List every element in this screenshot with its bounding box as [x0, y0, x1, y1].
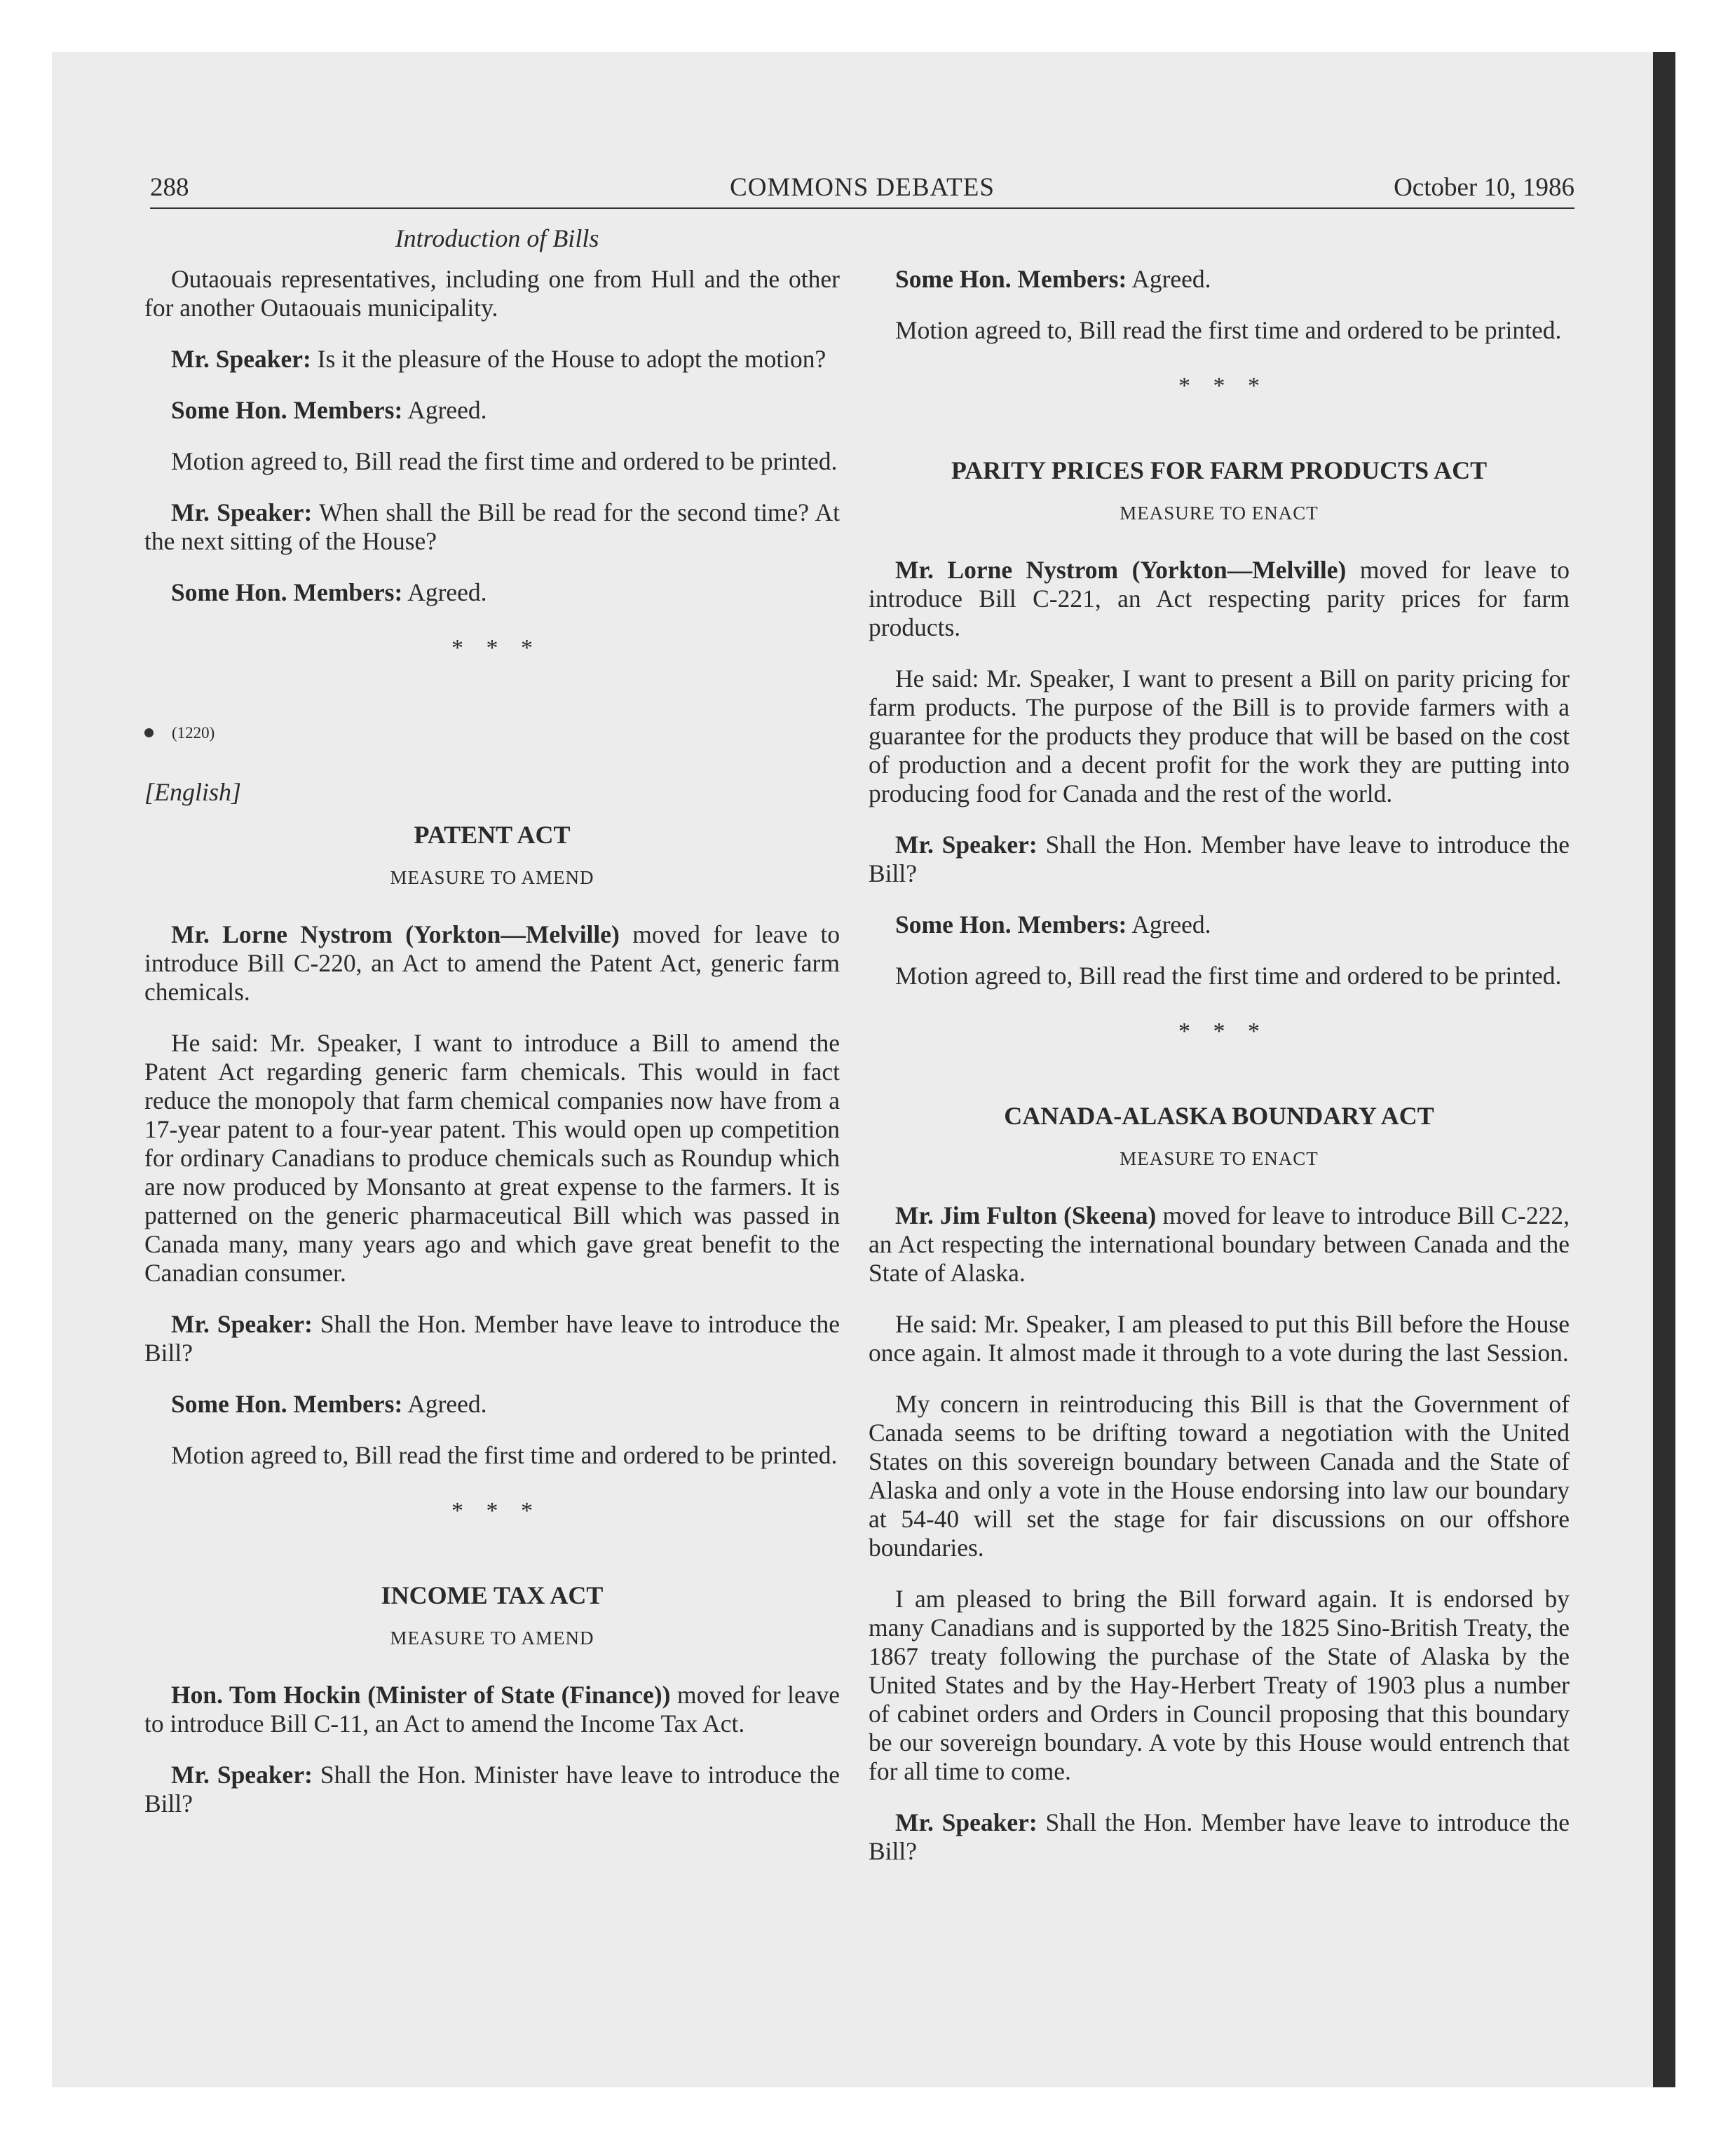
- speaker-name: Mr. Speaker:: [895, 831, 1037, 859]
- speaker-name: Some Hon. Members:: [171, 1390, 403, 1418]
- speech-text: Shall the Hon. Member have leave to introduce the Bill?: [144, 1310, 841, 1367]
- section-separator: * * *: [1178, 373, 1260, 399]
- speaker-name: Mr. Speaker:: [171, 1310, 313, 1338]
- paragraph: [144, 1761, 840, 1818]
- section-title: CANADA-ALASKA BOUNDARY ACT: [1004, 1102, 1434, 1130]
- paragraph: [869, 1201, 1570, 1288]
- paragraph: Motion agreed to, Bill read the first time and ordered to be printed.: [171, 447, 838, 475]
- page-header: [150, 168, 1574, 209]
- section-subtitle: MEASURE TO AMEND: [390, 867, 594, 888]
- paragraph: He said: Mr. Speaker, I want to present a Bill on parity pricing for farm products. The purpose of the Bill is to provide farmers with a guarantee for the products they produce that will be based on the cost of production and a decent profit for the work they are putting into producing food for Canada and the rest of the world.: [869, 664, 1570, 807]
- speaker-name: Mr. Speaker:: [171, 498, 313, 526]
- section-title: INCOME TAX ACT: [381, 1581, 604, 1609]
- page-number: 288: [150, 173, 189, 202]
- paragraph: [144, 578, 840, 607]
- speaker-name: Some Hon. Members:: [895, 910, 1127, 939]
- speech-text: moved for leave to introduce Bill C-222, an Act respecting the international boundary between Canada and the State of Alaska.: [869, 1201, 1570, 1287]
- section-separator: * * *: [451, 1498, 533, 1524]
- speaker-name: Mr. Speaker:: [171, 345, 311, 373]
- paragraph: [144, 396, 840, 425]
- speaker-name: Some Hon. Members:: [171, 578, 403, 606]
- section-separator: * * *: [451, 635, 533, 661]
- speech-text: moved for leave to introduce Bill C-11, an Act to amend the Income Tax Act.: [144, 1681, 840, 1738]
- right-column: [869, 265, 1570, 1888]
- section-separator: * * *: [1178, 1018, 1260, 1044]
- time-marker: [144, 718, 840, 747]
- speech-text: Is it the pleasure of the House to adopt the motion?: [311, 345, 826, 373]
- language-tag: [English]: [144, 778, 242, 806]
- paragraph: He said: Mr. Speaker, I am pleased to put this Bill before the House once again. It almost made it through to a vote during the last Session.: [869, 1310, 1570, 1367]
- speaker-name: Mr. Jim Fulton (Skeena): [895, 1201, 1157, 1229]
- paragraph: He said: Mr. Speaker, I want to introduce a Bill to amend the Patent Act regarding generic farm chemicals. This would in fact reduce the monopoly that farm chemical companies now have from a 17-year patent to a four-year patent. This would open up competition for ordinary Canadians to produce chemicals such as Roundup which are now produced by Monsanto at great expense to the farmers. It is patterned on the generic pharmaceutical Bill which was passed in Canada many, many years ago and which gave great benefit to the Canadian consumer.: [144, 1029, 840, 1287]
- paragraph: Motion agreed to, Bill read the first time and ordered to be printed.: [895, 962, 1562, 990]
- paragraph: [869, 556, 1570, 642]
- paragraph: [144, 498, 840, 556]
- paragraph: [869, 910, 1570, 939]
- section-subtitle: MEASURE TO ENACT: [1120, 1148, 1319, 1169]
- speech-text: Shall the Hon. Minister have leave to introduce the Bill?: [144, 1761, 840, 1817]
- section-title: PATENT ACT: [414, 821, 571, 849]
- speech-text: Agreed.: [402, 396, 487, 424]
- speaker-name: Mr. Speaker:: [895, 1808, 1037, 1836]
- scan-edge: [1653, 52, 1675, 2087]
- paragraph: Outaouais representatives, including one from Hull and the other for another Outaouais municipality.: [144, 265, 840, 322]
- paragraph: [869, 1808, 1570, 1866]
- paragraph: Motion agreed to, Bill read the first time and ordered to be printed.: [171, 1441, 838, 1469]
- speaker-name: Mr. Lorne Nystrom (Yorkton—Melville): [895, 556, 1347, 584]
- speech-text: moved for leave to introduce Bill C-221, an Act respecting parity prices for farm products.: [869, 556, 1570, 641]
- time-stamp: (1220): [172, 724, 215, 742]
- speaker-name: Mr. Speaker:: [171, 1761, 313, 1789]
- speaker-name: Some Hon. Members:: [895, 265, 1127, 293]
- paragraph: My concern in reintroducing this Bill is that the Government of Canada seems to be drifting toward a negotiation with the United States on this sovereign boundary between Canada and the State of Alaska and only a vote in the House endorsing into law our boundary at 54-40 will set the stage for fair discussions on our offshore boundaries.: [869, 1390, 1570, 1562]
- paragraph: [144, 920, 840, 1007]
- paragraph: I am pleased to bring the Bill forward again. It is endorsed by many Canadians and is supported by the 1825 Sino-British Treaty, the 1867 treaty following the purchase of the State of Alaska by the United States and by the Hay-Herbert Treaty of 1903 plus a number of cabinet orders and Orders in Council proposing that this boundary be our sovereign boundary. A vote by this House would entrench that for all time to come.: [869, 1585, 1570, 1785]
- paragraph: [144, 1681, 840, 1738]
- speech-text: Agreed.: [1127, 910, 1211, 939]
- speech-text: Shall the Hon. Member have leave to introduce the Bill?: [869, 831, 1570, 887]
- speech-text: Agreed.: [402, 578, 487, 606]
- paragraph: [869, 265, 1570, 294]
- left-column: [144, 265, 840, 1841]
- paragraph: [869, 831, 1570, 888]
- speaker-name: Hon. Tom Hockin (Minister of State (Finance)): [171, 1681, 671, 1709]
- section-title: PARITY PRICES FOR FARM PRODUCTS ACT: [951, 456, 1488, 484]
- speech-text: When shall the Bill be read for the second time? At the next sitting of the House?: [144, 498, 841, 555]
- speech-text: moved for leave to introduce Bill C-220, an Act to amend the Patent Act, generic farm chemicals.: [144, 920, 840, 1006]
- section-subtitle: MEASURE TO AMEND: [390, 1628, 594, 1649]
- speech-text: Agreed.: [1127, 265, 1211, 293]
- publication-date: October 10, 1986: [1394, 173, 1574, 202]
- paragraph: [144, 1310, 840, 1367]
- paragraph: [144, 345, 840, 374]
- speaker-name: Some Hon. Members:: [171, 396, 403, 424]
- bullet-icon: [144, 728, 154, 737]
- speaker-name: Mr. Lorne Nystrom (Yorkton—Melville): [171, 920, 620, 948]
- paragraph: Motion agreed to, Bill read the first time and ordered to be printed.: [895, 316, 1562, 344]
- section-subtitle: MEASURE TO ENACT: [1120, 503, 1319, 524]
- speech-text: Shall the Hon. Member have leave to introduce the Bill?: [869, 1808, 1570, 1865]
- speech-text: Agreed.: [402, 1390, 487, 1418]
- running-head: Introduction of Bills: [395, 224, 599, 252]
- paragraph: [144, 1390, 840, 1419]
- publication-title: COMMONS DEBATES: [730, 173, 995, 202]
